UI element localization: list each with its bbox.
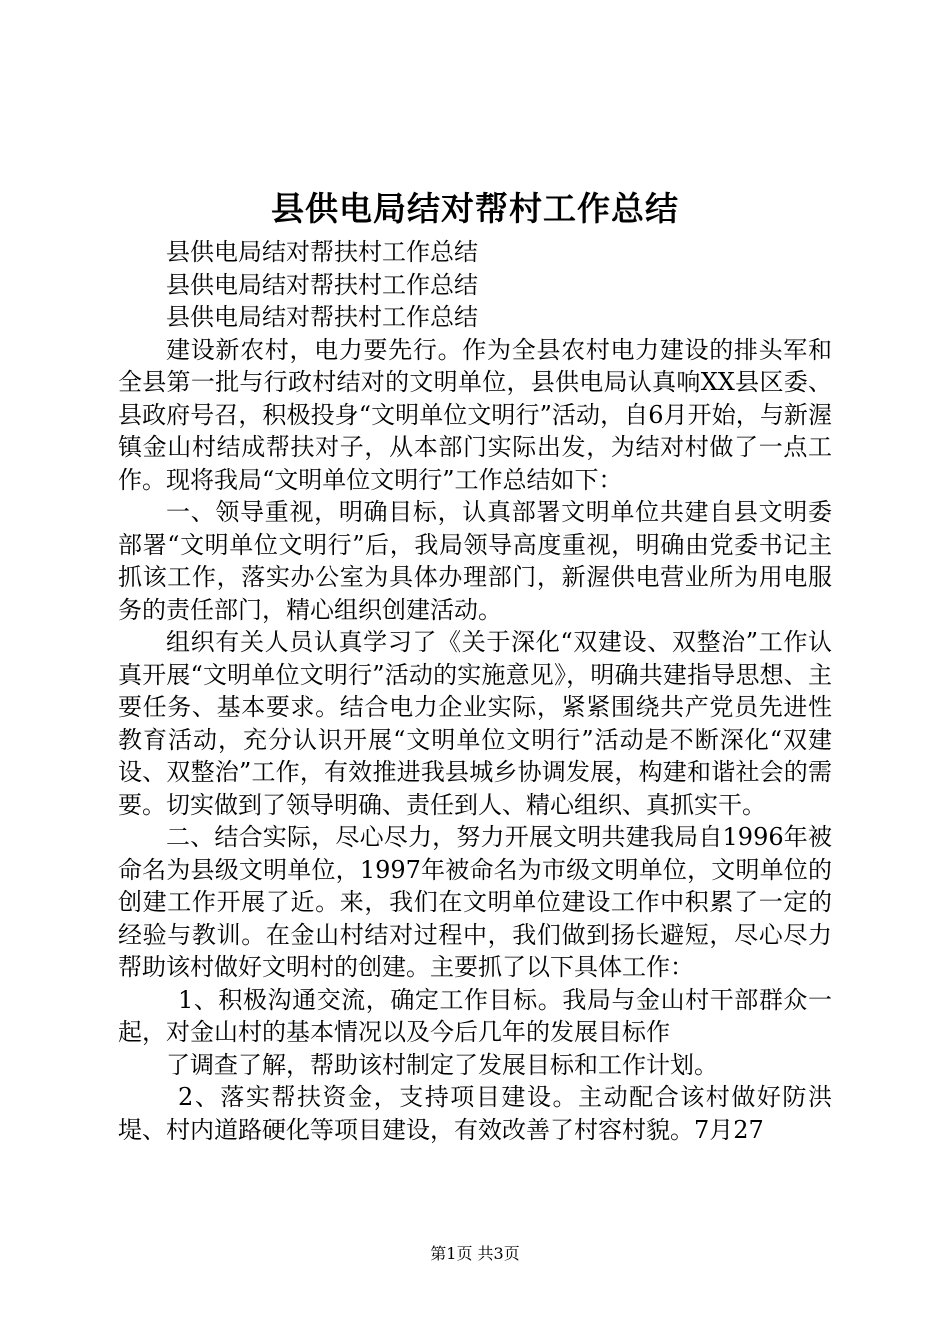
paragraph-item-1: 1、积极沟通交流，确定工作目标。我局与金山村干部群众一起，对金山村的基本情况以及今后几年的发展目标作 [118, 985, 832, 1046]
paragraph-intro: 建设新农村，电力要先行。作为全县农村电力建设的排头军和全县第一批与行政村结对的文明单位，县供电局认真响XX县区委、县政府号召，积极投身“文明单位文明行”活动，自6月开始，与新渥镇金山村结成帮扶对子，从本部门实际出发，为结对村做了一点工作。现将我局“文明单位文明行”工作总结如下： [118, 335, 832, 494]
paragraph-item-1-cont: 了调查了解，帮助该村制定了发展目标和工作计划。 [166, 1050, 718, 1079]
paragraph-subtitle-3: 县供电局结对帮扶村工作总结 [166, 303, 478, 331]
paragraph-study: 组织有关人员认真学习了《关于深化“双建设、双整治”工作认真开展“文明单位文明行”活动的实施意见》，明确共建指导思想、主要任务、基本要求。结合电力企业实际，紧紧围绕共产党员先进性教育活动，充分认识开展“文明单位文明行”活动是不断深化“双建设、双整治”工作，有效推进我县城乡协调发展，构建和谐社会的需要。切实做到了领导明确、责任到人、精心组织、真抓实干。 [118, 628, 832, 819]
paragraph-section-1: 一、领导重视，明确目标，认真部署文明单位共建自县文明委部署“文明单位文明行”后，我局领导高度重视，明确由党委书记主抓该工作，落实办公室为具体办理部门，新渥供电营业所为用电服务的责任部门，精心组织创建活动。 [118, 498, 832, 624]
page-number-footer: 第1页 共3页 [430, 1244, 520, 1263]
paragraph-section-2: 二、结合实际，尽心尽力，努力开展文明共建我局自1996年被命名为县级文明单位，1997年被命名为市级文明单位，文明单位的创建工作开展了近。来，我们在文明单位建设工作中积累了一定的经验与教训。在金山村结对过程中，我们做到扬长避短，尽心尽力帮助该村做好文明村的创建。主要抓了以下具体工作： [118, 823, 832, 981]
paragraph-subtitle-2: 县供电局结对帮扶村工作总结 [166, 270, 478, 299]
document-title: 县供电局结对帮村工作总结 [271, 189, 679, 228]
paragraph-item-2: 2、落实帮扶资金，支持项目建设。主动配合该村做好防洪堤、村内道路硬化等项目建设，有效改善了村容村貌。7月27 [118, 1083, 832, 1144]
document-body [118, 236, 832, 1146]
paragraph-subtitle-1: 县供电局结对帮扶村工作总结 [166, 238, 478, 266]
